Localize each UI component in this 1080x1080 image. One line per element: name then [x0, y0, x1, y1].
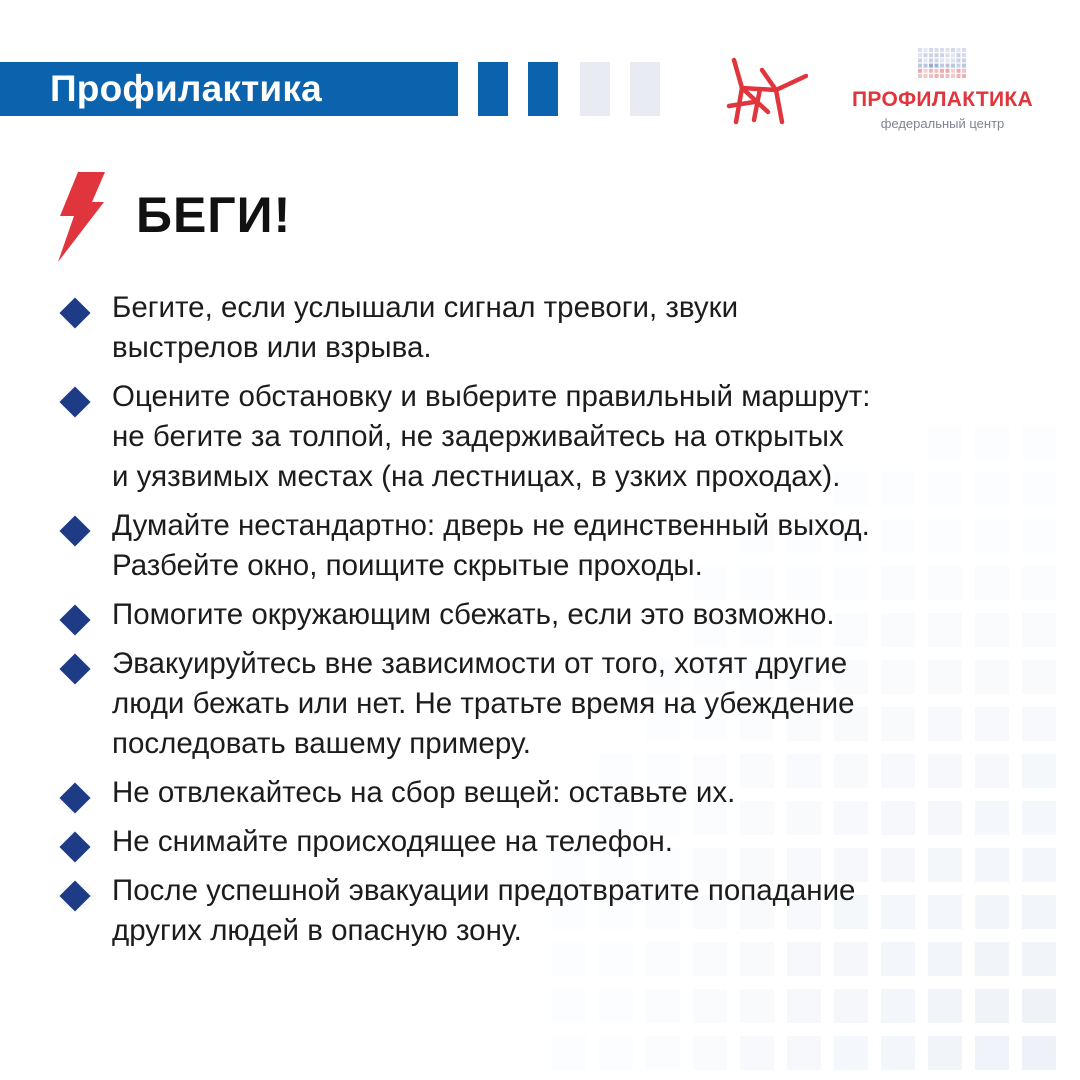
list-item: [60, 377, 1050, 497]
diamond-bullet-icon: [59, 515, 90, 546]
logo-grid-square: [946, 74, 950, 78]
logo-grid-square: [951, 69, 955, 73]
logo-grid-square: [935, 64, 939, 68]
list-item-text: [112, 644, 1050, 764]
logo-grid-square: [957, 74, 961, 78]
logo-grid-square: [962, 69, 966, 73]
logo-grid-square: [940, 53, 944, 57]
list-item: [60, 506, 1050, 586]
list-item: [60, 822, 1050, 862]
page-title: БЕГИ!: [136, 187, 292, 243]
lightning-bolt-icon: [56, 172, 106, 262]
diamond-bullet-icon: [59, 386, 90, 417]
list-item-line: Не снимайте происходящее на телефон.: [112, 825, 673, 858]
logo-grid-square: [935, 69, 939, 73]
logo-grid-square: [940, 58, 944, 62]
logo-grid-square: [962, 53, 966, 57]
logo-grid-square: [940, 48, 944, 52]
background-square: [881, 1036, 915, 1070]
list-item: [60, 773, 1050, 813]
list-item-text: [112, 506, 1050, 586]
list-item-line: и уязвимых местах (на лестницах, в узких проходах).: [112, 460, 841, 493]
logo-grid-square: [935, 48, 939, 52]
list-item-line: Разбейте окно, поищите скрытые проходы.: [112, 549, 703, 582]
logo-grid-square: [957, 64, 961, 68]
background-square: [740, 1036, 774, 1070]
background-square: [1022, 1036, 1056, 1070]
header-stripe-light-2: [630, 62, 660, 116]
logo-grid-square: [935, 53, 939, 57]
background-square: [1022, 989, 1056, 1023]
logo-grid-square: [951, 48, 955, 52]
header-stripe-dark-1: [478, 62, 508, 116]
background-square: [928, 1036, 962, 1070]
list-item-text: [112, 822, 1050, 862]
diamond-bullet-icon: [59, 604, 90, 635]
list-item-line: Не отвлекайтесь на сбор вещей: оставьте их.: [112, 776, 736, 809]
logo-grid-square: [962, 64, 966, 68]
logo-grid-square: [957, 53, 961, 57]
logo-grid-square: [918, 74, 922, 78]
list-item: [60, 288, 1050, 368]
logo-grid-square: [918, 64, 922, 68]
logo-subtitle: федеральный центр: [880, 116, 1005, 131]
logo-grid-square: [946, 64, 950, 68]
logo-grid-square: [951, 64, 955, 68]
list-item-line: не бегите за толпой, не задерживайтесь на открытых: [112, 420, 844, 453]
background-square: [975, 989, 1009, 1023]
background-square: [646, 1036, 680, 1070]
background-square: [787, 1036, 821, 1070]
background-square: [740, 989, 774, 1023]
logo-title: ПРОФИЛАКТИКА: [852, 88, 1033, 111]
logo-grid-square: [935, 74, 939, 78]
logo-grid-square: [946, 69, 950, 73]
list-item-line: других людей в опасную зону.: [112, 914, 522, 947]
list-item: [60, 595, 1050, 635]
diamond-bullet-icon: [59, 880, 90, 911]
list-item-text: [112, 377, 1050, 497]
logo-grid-square: [935, 58, 939, 62]
logo-grid-square: [929, 74, 933, 78]
logo-grid-square: [929, 64, 933, 68]
logo-grid-square: [957, 69, 961, 73]
logo-grid-square: [951, 74, 955, 78]
logo-grid-square: [951, 53, 955, 57]
background-square: [975, 1036, 1009, 1070]
logo-grid-square: [918, 58, 922, 62]
logo-grid-square: [940, 74, 944, 78]
logo-grid-square: [946, 58, 950, 62]
logo-grid-square: [962, 74, 966, 78]
background-square: [787, 989, 821, 1023]
list-item-text: [112, 773, 1050, 813]
background-square: [928, 989, 962, 1023]
logo-pixel-grid-icon: [918, 48, 968, 80]
logo-grid-square: [918, 48, 922, 52]
background-square: [599, 1036, 633, 1070]
chair-figure-icon: [726, 56, 808, 126]
list-item-line: Думайте нестандартно: дверь не единственный выход.: [112, 509, 870, 542]
header-stripe-light-1: [580, 62, 610, 116]
background-square: [834, 989, 868, 1023]
logo-grid-square: [924, 69, 928, 73]
instruction-list: [60, 288, 1050, 960]
diamond-bullet-icon: [59, 653, 90, 684]
logo-grid-square: [951, 58, 955, 62]
list-item-text: [112, 871, 1050, 951]
logo-grid-square: [929, 58, 933, 62]
background-square: [646, 989, 680, 1023]
list-item-line: выстрелов или взрыва.: [112, 331, 432, 364]
logo-grid-square: [924, 48, 928, 52]
logo-grid-square: [946, 48, 950, 52]
logo-grid-square: [929, 69, 933, 73]
diamond-bullet-icon: [59, 297, 90, 328]
logo-grid-square: [918, 53, 922, 57]
background-square: [693, 1036, 727, 1070]
background-square: [834, 1036, 868, 1070]
list-item-line: Помогите окружающим сбежать, если это возможно.: [112, 598, 835, 631]
header-banner: [0, 62, 458, 116]
list-item: [60, 871, 1050, 951]
logo-grid-square: [929, 48, 933, 52]
list-item-line: Бегите, если услышали сигнал тревоги, звуки: [112, 291, 739, 324]
logo-grid-square: [924, 58, 928, 62]
logo-grid-square: [924, 74, 928, 78]
list-item-text: [112, 288, 1050, 368]
logo-grid-square: [940, 69, 944, 73]
list-item: [60, 644, 1050, 764]
diamond-bullet-icon: [59, 782, 90, 813]
diamond-bullet-icon: [59, 831, 90, 862]
logo-grid-square: [924, 53, 928, 57]
logo-grid-square: [940, 64, 944, 68]
logo-grid-square: [957, 48, 961, 52]
logo-grid-square: [929, 53, 933, 57]
logo-grid-square: [962, 48, 966, 52]
logo-grid-square: [918, 69, 922, 73]
banner-title: Профилактика: [50, 68, 322, 109]
background-square: [881, 989, 915, 1023]
list-item-line: последовать вашему примеру.: [112, 727, 531, 760]
logo-grid-square: [962, 58, 966, 62]
list-item-line: После успешной эвакуации предотвратите попадание: [112, 874, 856, 907]
list-item-line: Эвакуируйтесь вне зависимости от того, хотят другие: [112, 647, 848, 680]
header-stripe-dark-2: [528, 62, 558, 116]
background-square: [599, 989, 633, 1023]
background-square: [552, 1036, 586, 1070]
logo-grid-square: [946, 53, 950, 57]
background-square: [693, 989, 727, 1023]
list-item-line: люди бежать или нет. Не тратьте время на убеждение: [112, 687, 855, 720]
list-item-text: [112, 595, 1050, 635]
background-square: [552, 989, 586, 1023]
logo-grid-square: [924, 64, 928, 68]
logo-grid-square: [957, 58, 961, 62]
list-item-line: Оцените обстановку и выберите правильный маршрут:: [112, 380, 871, 413]
